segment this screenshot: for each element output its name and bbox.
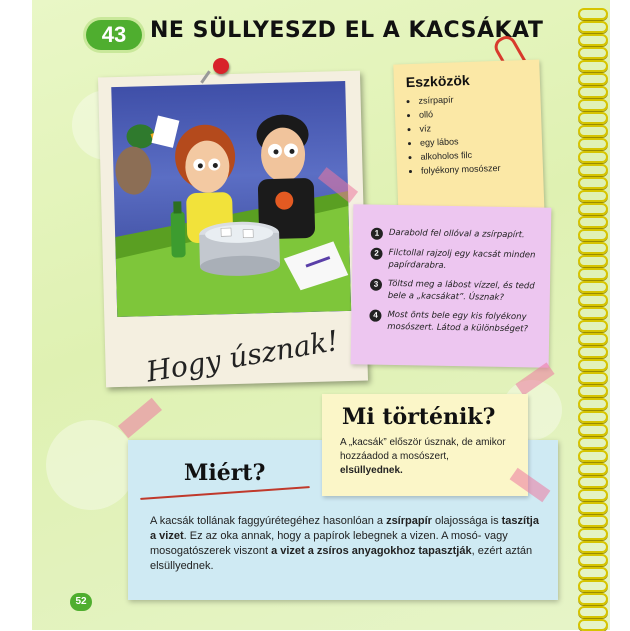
- spiral-coil: [578, 463, 608, 475]
- step-item: [370, 278, 540, 305]
- step-text: Most önts bele egy kis folyékony mosószert. Látod a különbséget?: [387, 309, 529, 335]
- workbook-page: [32, 0, 610, 630]
- spiral-coil: [578, 229, 608, 241]
- steps-note: [351, 204, 552, 367]
- tools-item: • alkoholos filc: [420, 146, 530, 164]
- illustration-photo: [98, 71, 368, 388]
- spiral-coil: [578, 528, 608, 540]
- tools-item: • egy lábos: [420, 132, 530, 150]
- spiral-coil: [578, 424, 608, 436]
- spiral-coil: [578, 450, 608, 462]
- spiral-coil: [578, 294, 608, 306]
- why-text: . Ez az oka annak, hogy a papírok lebegnek a vizen. A mosó- vagy mosogatószerek viszont: [150, 530, 508, 557]
- spiral-coil: [578, 34, 608, 46]
- spiral-coil: [578, 47, 608, 59]
- spiral-coil: [578, 73, 608, 85]
- tools-item: • olló: [419, 104, 529, 122]
- spiral-coil: [578, 359, 608, 371]
- spiral-coil: [578, 112, 608, 124]
- spiral-coil: [578, 541, 608, 553]
- spiral-coil: [578, 346, 608, 358]
- spiral-coil: [578, 151, 608, 163]
- spiral-coil: [578, 489, 608, 501]
- spiral-coil: [578, 437, 608, 449]
- why-text: olajossága is: [431, 515, 502, 527]
- what-happens-highlight: elsüllyednek.: [340, 465, 403, 476]
- why-highlight: zsírpapír: [386, 515, 432, 527]
- spiral-coil: [578, 242, 608, 254]
- spiral-coil: [578, 606, 608, 618]
- spiral-coil: [578, 8, 608, 20]
- background-bokeh: [46, 420, 136, 510]
- spiral-coil: [578, 502, 608, 514]
- page-title: NE SÜLLYESZD EL A KACSÁKAT: [150, 18, 544, 43]
- spiral-coil: [578, 216, 608, 228]
- step-number: 2: [370, 248, 382, 260]
- spiral-coil: [578, 307, 608, 319]
- tools-item: • víz: [419, 118, 529, 136]
- spiral-coil: [578, 190, 608, 202]
- spiral-coil: [578, 203, 608, 215]
- why-text: , ezért aztán elsüllyednek.: [150, 545, 533, 572]
- spiral-coil: [578, 177, 608, 189]
- spiral-coil: [578, 593, 608, 605]
- step-text: Filctollal rajzolj egy kacsát minden papírdarabra.: [388, 247, 536, 271]
- step-item: [370, 247, 540, 274]
- step-number: 3: [370, 279, 382, 291]
- step-text: Töltsd meg a lábost vízzel, és tedd bele a „kacsákat”. Úsznak?: [387, 278, 535, 303]
- what-happens-text: A „kacsák” először úsznak, de amikor hozzáadod a mosószert,: [340, 437, 506, 462]
- step-text: Darabold fel ollóval a zsírpapírt.: [388, 227, 525, 241]
- activity-number-badge: 43: [86, 20, 142, 50]
- spiral-coil: [578, 515, 608, 527]
- illustration-image: [111, 81, 351, 317]
- tools-item: • zsírpapír: [418, 90, 528, 108]
- spiral-coil: [578, 333, 608, 345]
- tools-item: • folyékony mosószer: [421, 160, 531, 178]
- spiral-coil: [578, 138, 608, 150]
- tools-list: [406, 90, 531, 178]
- spiral-coil: [578, 372, 608, 384]
- why-highlight: a vizet a zsíros anyagokhoz tapasztják: [271, 545, 472, 557]
- tools-title: Eszközök: [405, 71, 470, 91]
- why-text: A kacsák tollának faggyúrétegéhez hasonlóan a: [150, 515, 387, 527]
- spiral-coil: [578, 320, 608, 332]
- notebook-spiral: [572, 0, 610, 630]
- what-happens-body: [340, 436, 514, 478]
- spiral-coil: [578, 281, 608, 293]
- what-happens-title: Mi történik?: [342, 404, 496, 430]
- spiral-coil: [578, 99, 608, 111]
- spiral-coil: [578, 125, 608, 137]
- spiral-coil: [578, 476, 608, 488]
- why-title: Miért?: [184, 460, 266, 486]
- why-highlight: taszítja a vizet: [150, 515, 539, 542]
- tape-strip: [118, 398, 162, 439]
- spiral-coil: [578, 619, 608, 631]
- photo-caption: Hogy úsznak!: [143, 324, 341, 389]
- pushpin-icon: [213, 58, 229, 74]
- spiral-coil: [578, 554, 608, 566]
- what-happens-note: [322, 394, 528, 496]
- tools-note: [393, 60, 544, 225]
- spiral-coil: [578, 60, 608, 72]
- spiral-coil: [578, 411, 608, 423]
- kids-experiment-illustration: [111, 81, 351, 317]
- spiral-coil: [578, 21, 608, 33]
- step-item: [371, 227, 541, 243]
- spiral-coil: [578, 385, 608, 397]
- step-number: 4: [369, 310, 381, 322]
- underline-decoration: [140, 486, 310, 500]
- why-body: [150, 514, 540, 574]
- spiral-coil: [578, 580, 608, 592]
- page-number: 52: [70, 593, 92, 611]
- step-number: 1: [371, 228, 383, 240]
- spiral-coil: [578, 268, 608, 280]
- spiral-coil: [578, 86, 608, 98]
- spiral-coil: [578, 164, 608, 176]
- step-item: [369, 309, 539, 336]
- spiral-coil: [578, 567, 608, 579]
- spiral-coil: [578, 398, 608, 410]
- spiral-coil: [578, 255, 608, 267]
